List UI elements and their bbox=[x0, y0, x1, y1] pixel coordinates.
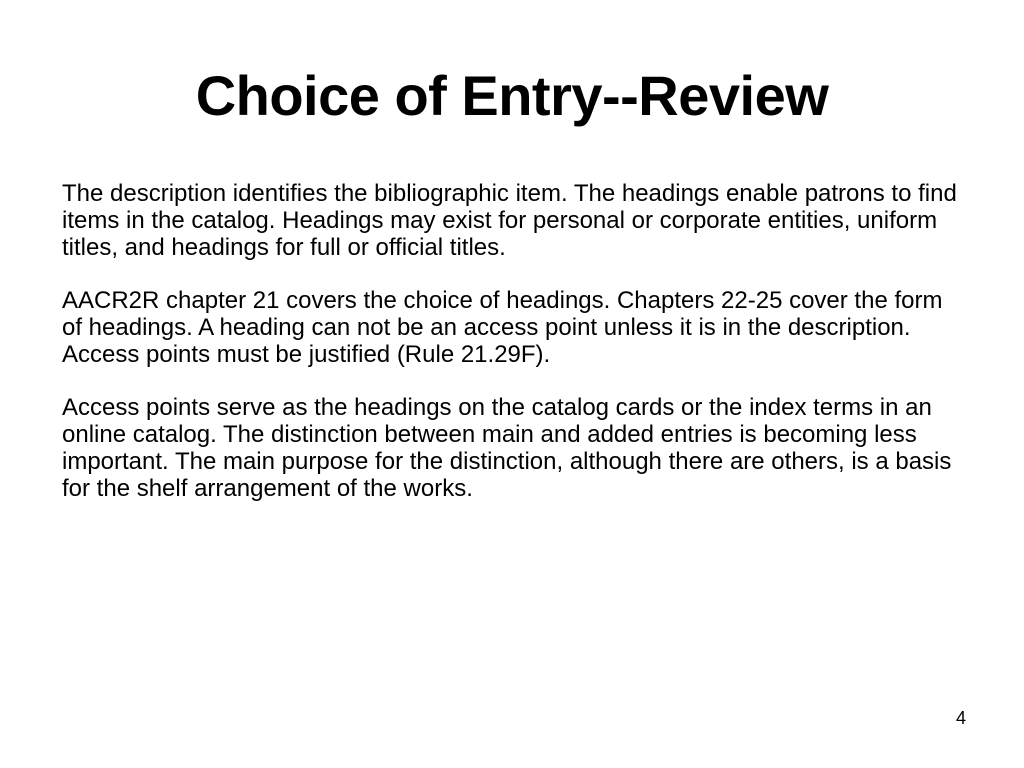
paragraph-aacr2r-chapters: AACR2R chapter 21 covers the choice of headings. Chapters 22-25 cover the form of headings. A heading can not be an access point unless it is in the description. Access points must be justified (Rule 21.29F). bbox=[62, 287, 943, 368]
slide-body bbox=[62, 180, 962, 528]
paragraph-description-headings: The description identifies the bibliographic item. The headings enable patrons to find items in the catalog. Headings may exist for personal or corporate entities, uniform titles, and headings for full or official titles. bbox=[62, 180, 957, 261]
slide-title: Choice of Entry--Review bbox=[195, 64, 829, 127]
page-number: 4 bbox=[955, 708, 966, 728]
paragraph-access-points: Access points serve as the headings on the catalog cards or the index terms in an online catalog. The distinction between main and added entries is becoming less important. The main purpose for the distinction, although there are others, is a basis for the shelf arrangement of the works. bbox=[62, 394, 952, 502]
